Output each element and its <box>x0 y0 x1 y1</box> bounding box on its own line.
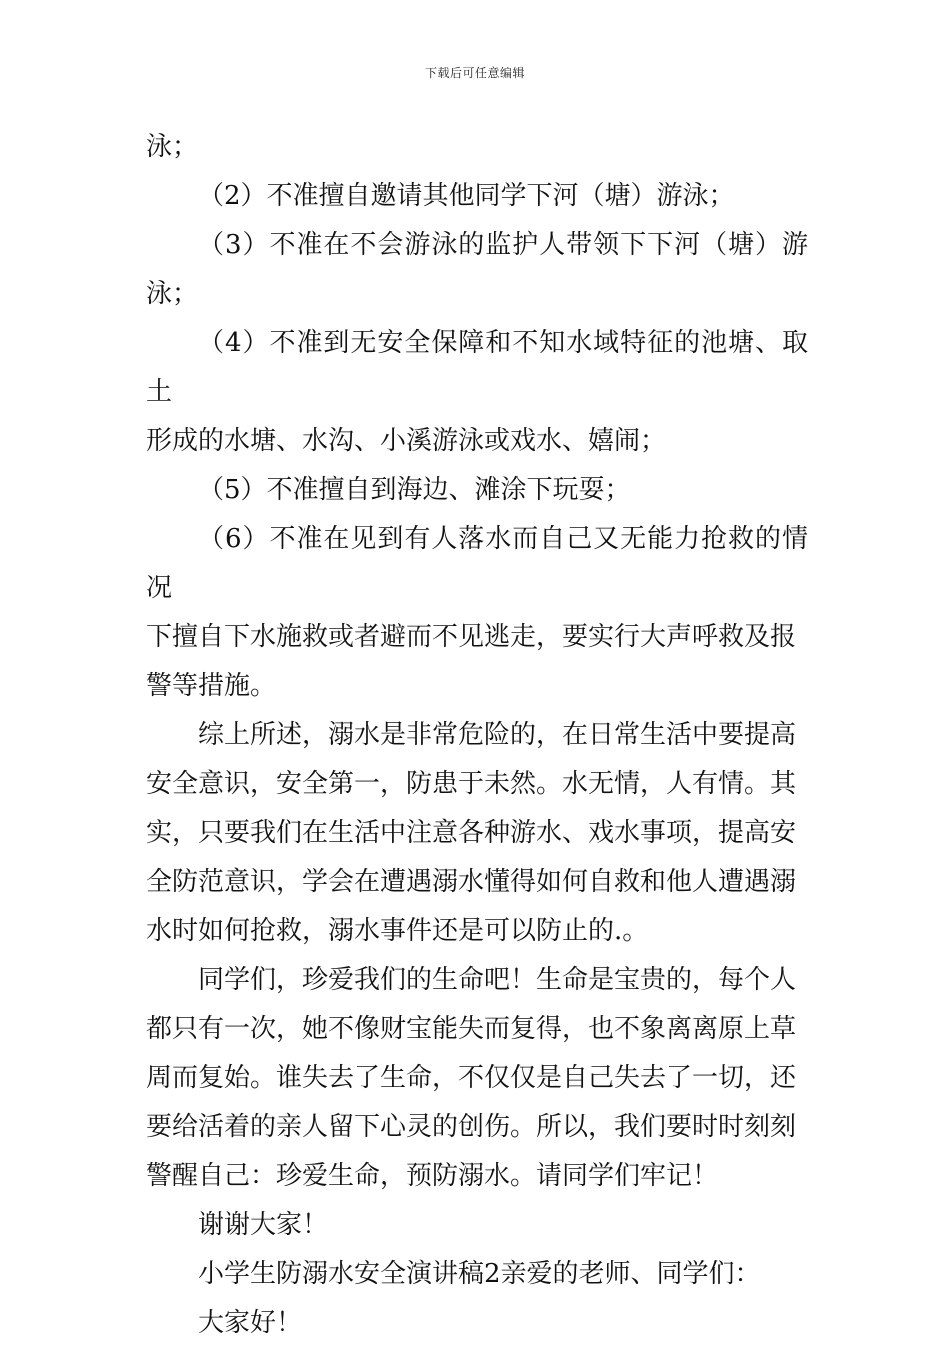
text-line: 周而复始。谁失去了生命，不仅仅是自己失去了一切，还 <box>146 1063 797 1093</box>
text-line: 综上所述，溺水是非常危险的，在日常生活中要提高 <box>198 720 797 750</box>
text-line: （4）不准到无安全保障和不知水域特征的池塘、取土 <box>146 328 808 407</box>
text-line: （5）不准擅自到海边、滩涂下玩耍； <box>198 475 631 505</box>
text-line: 小学生防溺水安全演讲稿2亲爱的老师、同学们： <box>198 1259 761 1289</box>
text-line: 形成的水塘、水沟、小溪游泳或戏水、嬉闹； <box>146 426 667 456</box>
text-line: 下擅自下水施救或者避而不见逃走，要实行大声呼救及报 <box>146 622 797 652</box>
text-line: 警醒自己：珍爱生命，预防溺水。请同学们牢记！ <box>146 1161 719 1191</box>
text-line: 泳； <box>146 132 199 162</box>
text-line: 都只有一次，她不像财宝能失而复得，也不象离离原上草 <box>146 1014 797 1044</box>
text-line: 大家好！ <box>198 1308 303 1338</box>
text-line: （3）不准在不会游泳的监护人带领下下河（塘）游泳； <box>146 230 808 309</box>
text-line: 要给活着的亲人留下心灵的创伤。所以，我们要时时刻刻 <box>146 1112 797 1142</box>
text-line: （6）不准在见到有人落水而自己又无能力抢救的情况 <box>146 524 808 603</box>
text-line: 全防范意识，学会在遭遇溺水懂得如何自救和他人遭遇溺 <box>146 867 797 897</box>
document-body <box>146 123 808 1348</box>
text-line: 实，只要我们在生活中注意各种游水、戏水事项，提高安 <box>146 818 797 848</box>
text-line: 水时如何抢救，溺水事件还是可以防止的.。 <box>146 916 649 946</box>
text-line: 警等措施。 <box>146 671 277 701</box>
page-header: 下载后可任意编辑 <box>424 66 525 80</box>
text-line: 同学们，珍爱我们的生命吧！生命是宝贵的，每个人 <box>198 965 797 995</box>
text-line: 谢谢大家！ <box>198 1210 329 1240</box>
text-line: 安全意识，安全第一，防患于未然。水无情，人有情。其 <box>146 769 797 799</box>
text-line: （2）不准擅自邀请其他同学下河（塘）游泳； <box>198 181 735 211</box>
